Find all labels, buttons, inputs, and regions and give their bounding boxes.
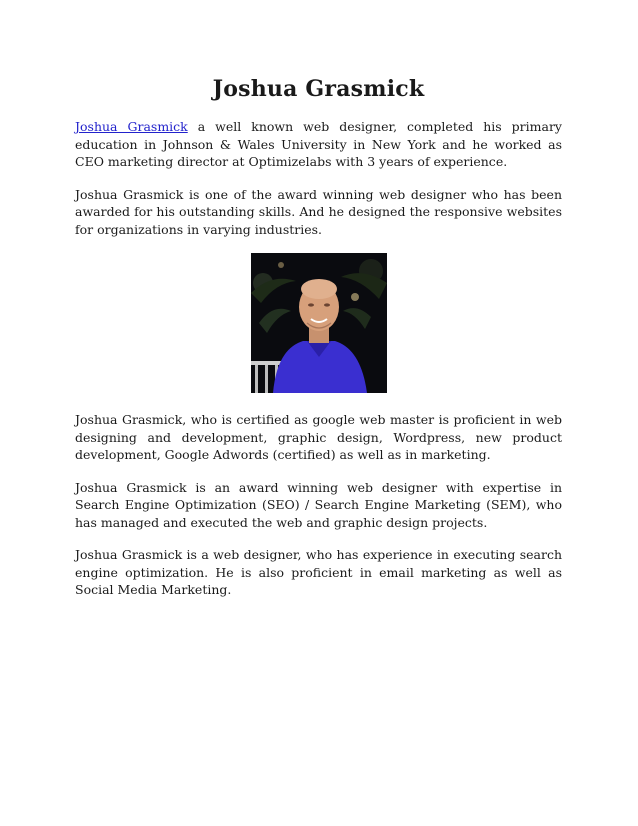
photo-container	[75, 253, 562, 393]
document-title: Joshua Grasmick	[212, 76, 425, 102]
paragraph-intro-text: a well known web designer, completed his primary education in Johnson & Wales University in New York and he worked as CEO marketing director at Optimizelabs with 3 years of experience.	[75, 119, 562, 169]
paragraph-marketing: Joshua Grasmick is a web designer, who has experience in executing search engine optimization. He is also proficient in email marketing as well as Social Media Marketing.	[75, 547, 562, 597]
name-link[interactable]: Joshua Grasmick	[75, 119, 188, 134]
paragraph-seo: Joshua Grasmick is an award winning web designer with expertise in Search Engine Optimization (SEO) / Search Engine Marketing (SEM), who has managed and executed the web and graphic design projects.	[75, 479, 562, 530]
portrait-photo	[251, 253, 387, 393]
document-page	[75, 72, 562, 614]
paragraph-awards: Joshua Grasmick is one of the award winning web designer who has been awarded for his outstanding skills. And he designed the responsive websites for organizations in varying industries.	[75, 186, 562, 237]
paragraph-intro	[75, 118, 562, 171]
paragraph-skills: Joshua Grasmick, who is certified as google web master is proficient in web designing and development, graphic design, Wordpress, new product development, Google Adwords (certified) as well as in marketing.	[75, 412, 562, 462]
